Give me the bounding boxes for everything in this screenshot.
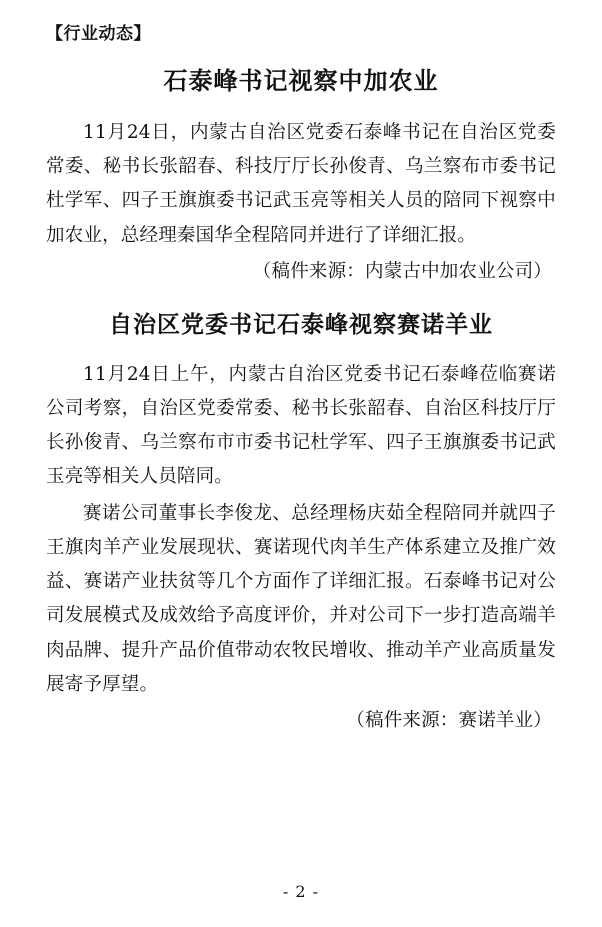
- article-title-2: 自治区党委书记石泰峰视察赛诺羊业: [109, 310, 493, 338]
- section-tag: 【行业动态】: [46, 24, 151, 44]
- article-2-source: （稿件来源：赛诺羊业）: [346, 709, 552, 731]
- page-number: - 2 -: [282, 882, 320, 901]
- article-1-source: （稿件来源：内蒙古中加农业公司）: [252, 260, 552, 282]
- article-2-paragraph-1: 11月24日上午，内蒙古自治区党委书记石泰峰莅临赛诺公司考察，自治区党委常委、秘书长张韶春、自治区科技厅厅长孙俊青、乌兰察布市市委书记杜学军、四子王旗旗委书记武玉亮等相关人员陪同。: [46, 363, 556, 488]
- article-title-1: 石泰峰书记视察中加农业: [163, 65, 439, 95]
- article-2-paragraph-2: 赛诺公司董事长李俊龙、总经理杨庆茹全程陪同并就四子王旗肉羊产业发展现状、赛诺现代肉羊生产体系建立及推广效益、赛诺产业扶贫等几个方面作了详细汇报。石泰峰书记对公司发展模式及成效给予高度评价，并对公司下一步打造高端羊肉品牌、提升产品价值带动农牧民增收、推动羊产业高质量发展寄予厚望。: [46, 502, 556, 695]
- article-1-paragraph-1: 11月24日，内蒙古自治区党委石泰峰书记在自治区党委常委、秘书长张韶春、科技厅厅长孙俊青、乌兰察布市委书记杜学军、四子王旗旗委书记武玉亮等相关人员的陪同下视察中加农业，总经理秦国华全程陪同并进行了详细汇报。: [46, 121, 556, 246]
